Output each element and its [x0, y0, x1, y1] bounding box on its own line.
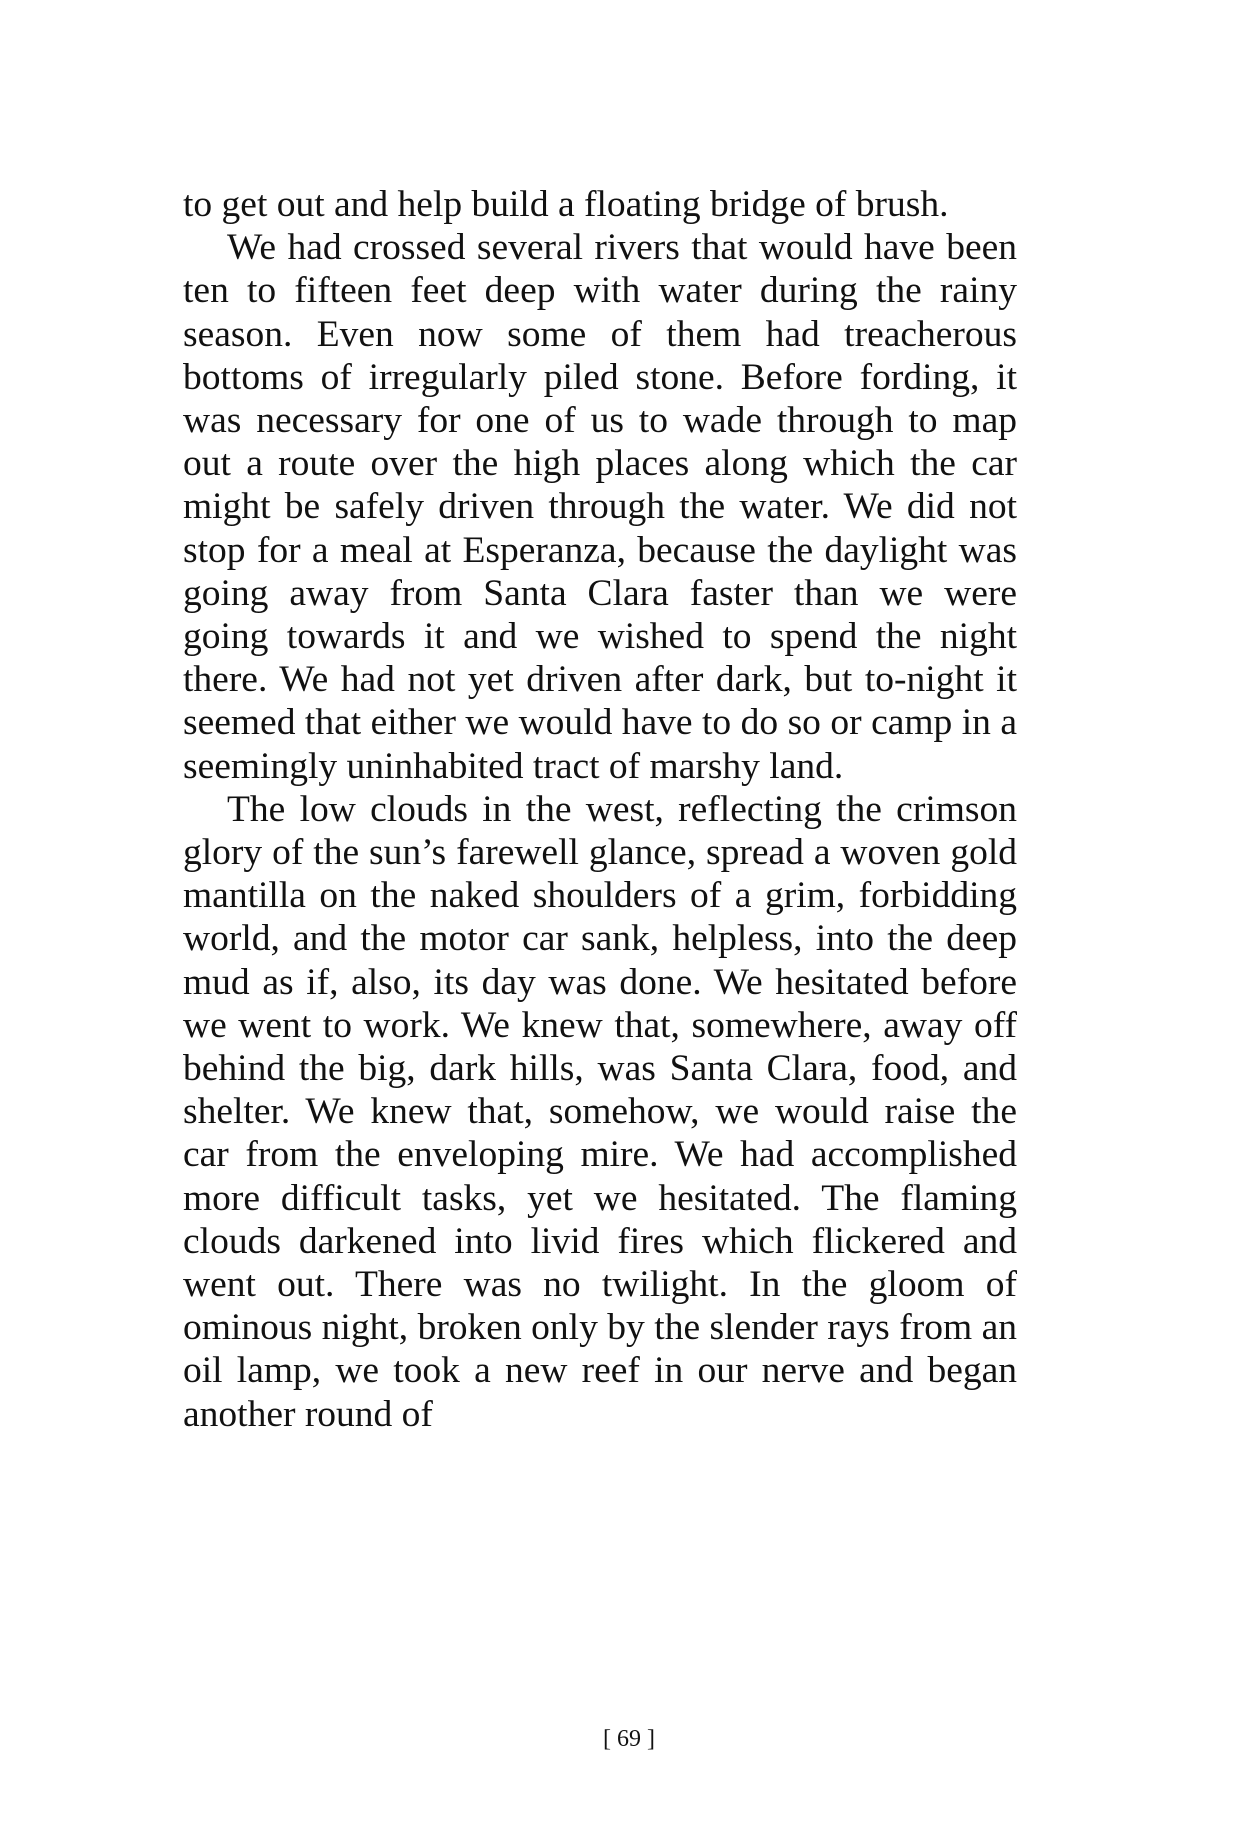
paragraph-clouds: The low clouds in the west, reflecting the crimson glory of the sun’s farewell glance, spread a woven gold mantilla on the naked shoulders of a grim, forbidding world, and the motor car sank, helpless, into the deep mud as if, also, its day was done. We hesitated before we went to work. We knew that, somewhere, away off behind the big, dark hills, was Santa Clara, food, and shelter. We knew that, somehow, we would raise the car from the enveloping mire. We had accomplished more difficult tasks, yet we hesitated. The flaming clouds darkened into livid fires which flickered and went out. There was no twilight. In the gloom of ominous night, broken only by the slender rays from an oil lamp, we took a new reef in our nerve and began another round of — [183, 788, 1017, 1435]
body-text — [183, 183, 1017, 1436]
paragraph-rivers: We had crossed several rivers that would have been ten to fifteen feet deep with water during the rainy season. Even now some of them had treacherous bottoms of irregularly piled stone. Before fording, it was necessary for one of us to wade through to map out a route over the high places along which the car might be safely driven through the water. We did not stop for a meal at Esperanza, because the daylight was going away from Santa Clara faster than we were going towards it and we wished to spend the night there. We had not yet driven after dark, but to-night it seemed that either we would have to do so or camp in a seemingly uninhabited tract of marshy land. — [183, 227, 1017, 787]
paragraph-continuation: to get out and help build a floating bridge of brush. — [183, 184, 949, 225]
page-number: [ 69 ] — [603, 1726, 655, 1752]
